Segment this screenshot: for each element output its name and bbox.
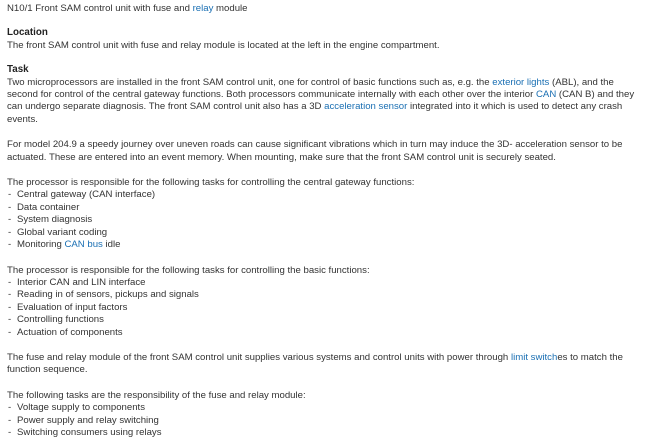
list-item-text: Global variant coding bbox=[17, 226, 108, 238]
list-item bbox=[7, 415, 647, 427]
acceleration-sensor-link[interactable]: acceleration sensor bbox=[324, 101, 408, 113]
list-item-text: Central gateway (CAN interface) bbox=[17, 189, 156, 201]
gateway-tasks-intro: The processor is responsible for the following tasks for controlling the central gateway functions: bbox=[7, 177, 415, 189]
list-item-text: Power supply and relay switching bbox=[17, 414, 159, 426]
list-item-text: Evaluation of input factors bbox=[17, 301, 128, 313]
bullet-dash: - bbox=[8, 226, 12, 238]
fuse-relay-text-b: es to match the function sequence. bbox=[7, 351, 623, 376]
fuse-relay-tasks-intro: The following tasks are the responsibility of the fuse and relay module: bbox=[7, 389, 306, 401]
bullet-dash: - bbox=[8, 201, 12, 213]
fuse-relay-tasks-list bbox=[7, 402, 647, 439]
list-item-text: Data container bbox=[17, 201, 80, 213]
fuse-relay-paragraph bbox=[7, 352, 647, 377]
page-title bbox=[7, 3, 647, 15]
task-paragraph-1 bbox=[7, 77, 647, 127]
list-item bbox=[7, 202, 647, 214]
basic-tasks-list bbox=[7, 277, 647, 339]
bullet-dash: - bbox=[8, 301, 12, 313]
task-heading: Task bbox=[7, 64, 29, 76]
list-item-text-suffix: idle bbox=[102, 239, 121, 251]
fuse-relay-text-a: The fuse and relay module of the front SAM control unit supplies various systems and control units with power through bbox=[7, 351, 511, 363]
bullet-dash: - bbox=[8, 426, 12, 438]
list-item bbox=[7, 302, 647, 314]
bullet-dash: - bbox=[8, 189, 12, 201]
page-title-suffix: module bbox=[213, 3, 248, 14]
list-item bbox=[7, 189, 647, 201]
list-item bbox=[7, 289, 647, 301]
can-bus-link[interactable]: CAN bus bbox=[64, 239, 103, 251]
location-text: The front SAM control unit with fuse and relay module is located at the left in the engine compartment. bbox=[7, 39, 440, 51]
list-item bbox=[7, 314, 647, 326]
bullet-dash: - bbox=[8, 314, 12, 326]
list-item-text: System diagnosis bbox=[17, 214, 93, 226]
task-p1-text-b: (ABL), and the second for control of the central gateway functions. Both processors communicate internally with each other over the interior bbox=[7, 76, 614, 101]
relay-link[interactable]: relay bbox=[192, 3, 214, 14]
bullet-dash: - bbox=[8, 289, 12, 301]
list-item bbox=[7, 214, 647, 226]
basic-tasks-intro: The processor is responsible for the following tasks for controlling the basic functions: bbox=[7, 264, 370, 276]
list-item bbox=[7, 227, 647, 239]
page-title-text: N10/1 Front SAM control unit with fuse and bbox=[7, 3, 193, 14]
list-item bbox=[7, 239, 647, 251]
list-item-text: Reading in of sensors, pickups and signals bbox=[17, 289, 199, 301]
task-p1-text-c: (CAN B) and they can undergo separate diagnosis. The front SAM control unit also has a 3D bbox=[7, 89, 635, 113]
bullet-dash: - bbox=[8, 402, 12, 414]
list-item-text: Voltage supply to components bbox=[17, 402, 146, 414]
bullet-dash: - bbox=[8, 414, 12, 426]
list-item-text: Interior CAN and LIN interface bbox=[17, 276, 146, 288]
task-paragraph-2: For model 204.9 a speedy journey over uneven roads can cause significant vibrations which in turn may induce the 3D- acceleration sensor to be actuated. These are entered into an event memory. When mounting, make sure that the front SAM control unit is securely seated. bbox=[7, 139, 623, 163]
document-body bbox=[7, 3, 647, 439]
list-item bbox=[7, 277, 647, 289]
bullet-dash: - bbox=[8, 239, 12, 251]
list-item bbox=[7, 427, 647, 439]
gateway-tasks-list bbox=[7, 189, 647, 251]
limit-switch-link[interactable]: limit switch bbox=[510, 351, 558, 363]
bullet-dash: - bbox=[8, 326, 12, 338]
can-link[interactable]: CAN bbox=[536, 89, 557, 101]
task-p1-text-d: integrated into it which is used to detect any crash events. bbox=[7, 101, 623, 125]
list-item bbox=[7, 327, 647, 339]
task-p1-text-a: Two microprocessors are installed in the front SAM control unit, one for control of basic functions such as, e.g. the bbox=[7, 76, 493, 88]
list-item bbox=[7, 402, 647, 414]
list-item-text: Actuation of components bbox=[17, 326, 123, 338]
exterior-lights-link[interactable]: exterior lights bbox=[492, 76, 550, 88]
list-item-text: Controlling functions bbox=[17, 314, 104, 326]
list-item-text: Switching consumers using relays bbox=[17, 426, 162, 438]
bullet-dash: - bbox=[8, 276, 12, 288]
location-heading: Location bbox=[7, 27, 48, 39]
list-item-text: Monitoring bbox=[17, 239, 65, 251]
bullet-dash: - bbox=[8, 214, 12, 226]
